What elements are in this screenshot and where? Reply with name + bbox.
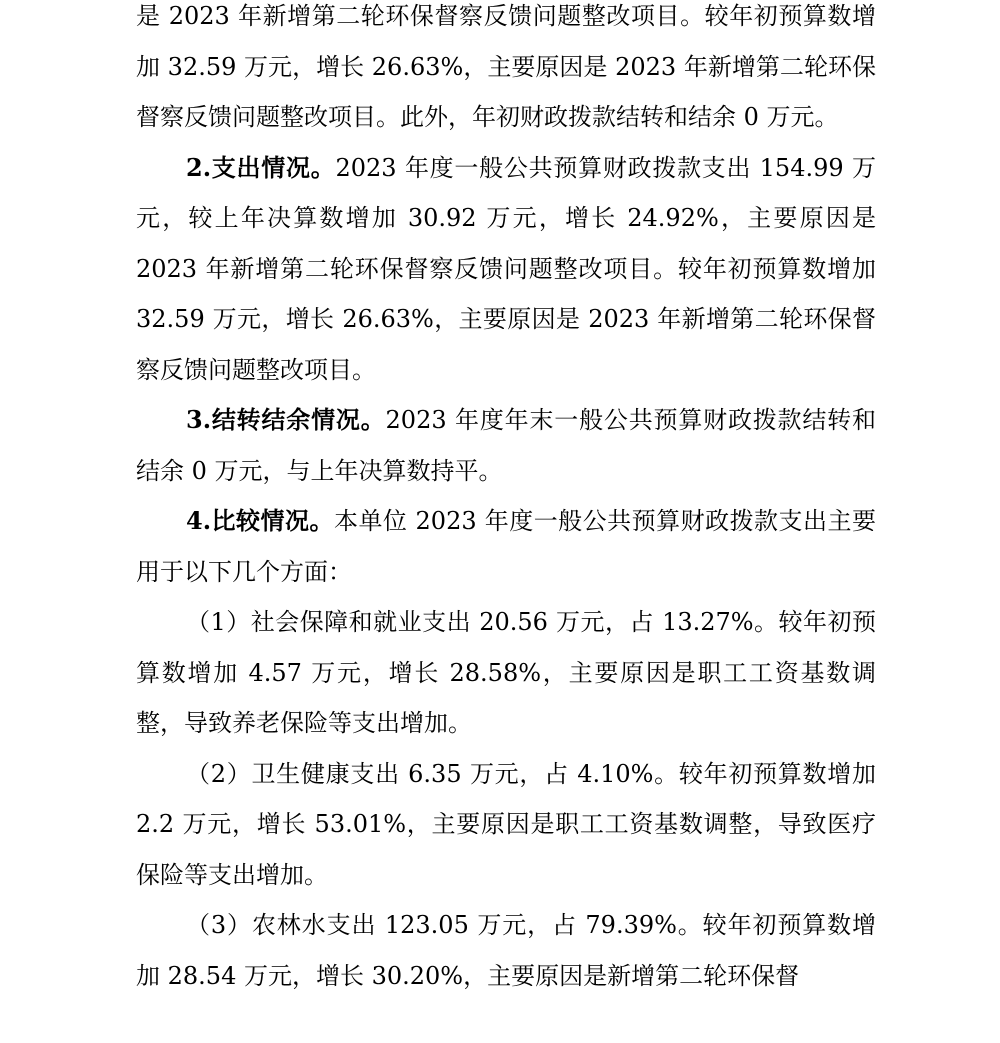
paragraph-expenditure [136,143,876,396]
paragraph-comparison [136,496,876,597]
paragraph-continuation [136,0,876,143]
paragraph-text: （3）农林水支出 123.05 万元，占 79.39%。较年初预算数增加 28.54 万元，增长 30.20%，主要原因是新增第二轮环保督 [136,911,876,990]
section-heading: 3.结转结余情况。 [186,405,386,434]
list-item-health [136,749,876,901]
paragraph-text: 本单位 2023 年度一般公共预算财政拨款支出主要用于以下几个方面： [136,507,876,586]
paragraph-text: 2023 年度年末一般公共预算财政拨款结转和结余 0 万元，与上年决算数持平。 [136,406,876,485]
paragraph-text: 2023 年度一般公共预算财政拨款支出 154.99 万元，较上年决算数增加 30.92 万元，增长 24.92%，主要原因是 2023 年新增第二轮环保督察反馈问题整改项目。较年初预算数增加 32.59 万元，增长 26.63%，主要原因是 2023 年新增第二轮环保督察反馈问题整改项目。 [136,153,876,384]
section-heading: 2.支出情况。 [186,152,336,182]
paragraph-text: （2）卫生健康支出 6.35 万元，占 4.10%。较年初预算数增加 2.2 万元，增长 53.01%，主要原因是职工工资基数调整，导致医疗保险等支出增加。 [136,759,876,889]
paragraph-text: 是 2023 年新增第二轮环保督察反馈问题整改项目。较年初预算数增加 32.59 万元，增长 26.63%，主要原因是 2023 年新增第二轮环保督察反馈问题整改项目。此外，年初财政拨款结转和结余 0 万元。 [136,2,876,131]
document-page [136,0,876,1001]
list-item-social-security [136,597,876,749]
section-heading: 4.比较情况。 [186,506,334,535]
paragraph-carryover [136,395,876,496]
paragraph-text: （1）社会保障和就业支出 20.56 万元，占 13.27%。较年初预算数增加 4.57 万元，增长 28.58%，主要原因是职工工资基数调整，导致养老保险等支出增加。 [136,608,876,737]
list-item-agriculture [136,900,876,1001]
